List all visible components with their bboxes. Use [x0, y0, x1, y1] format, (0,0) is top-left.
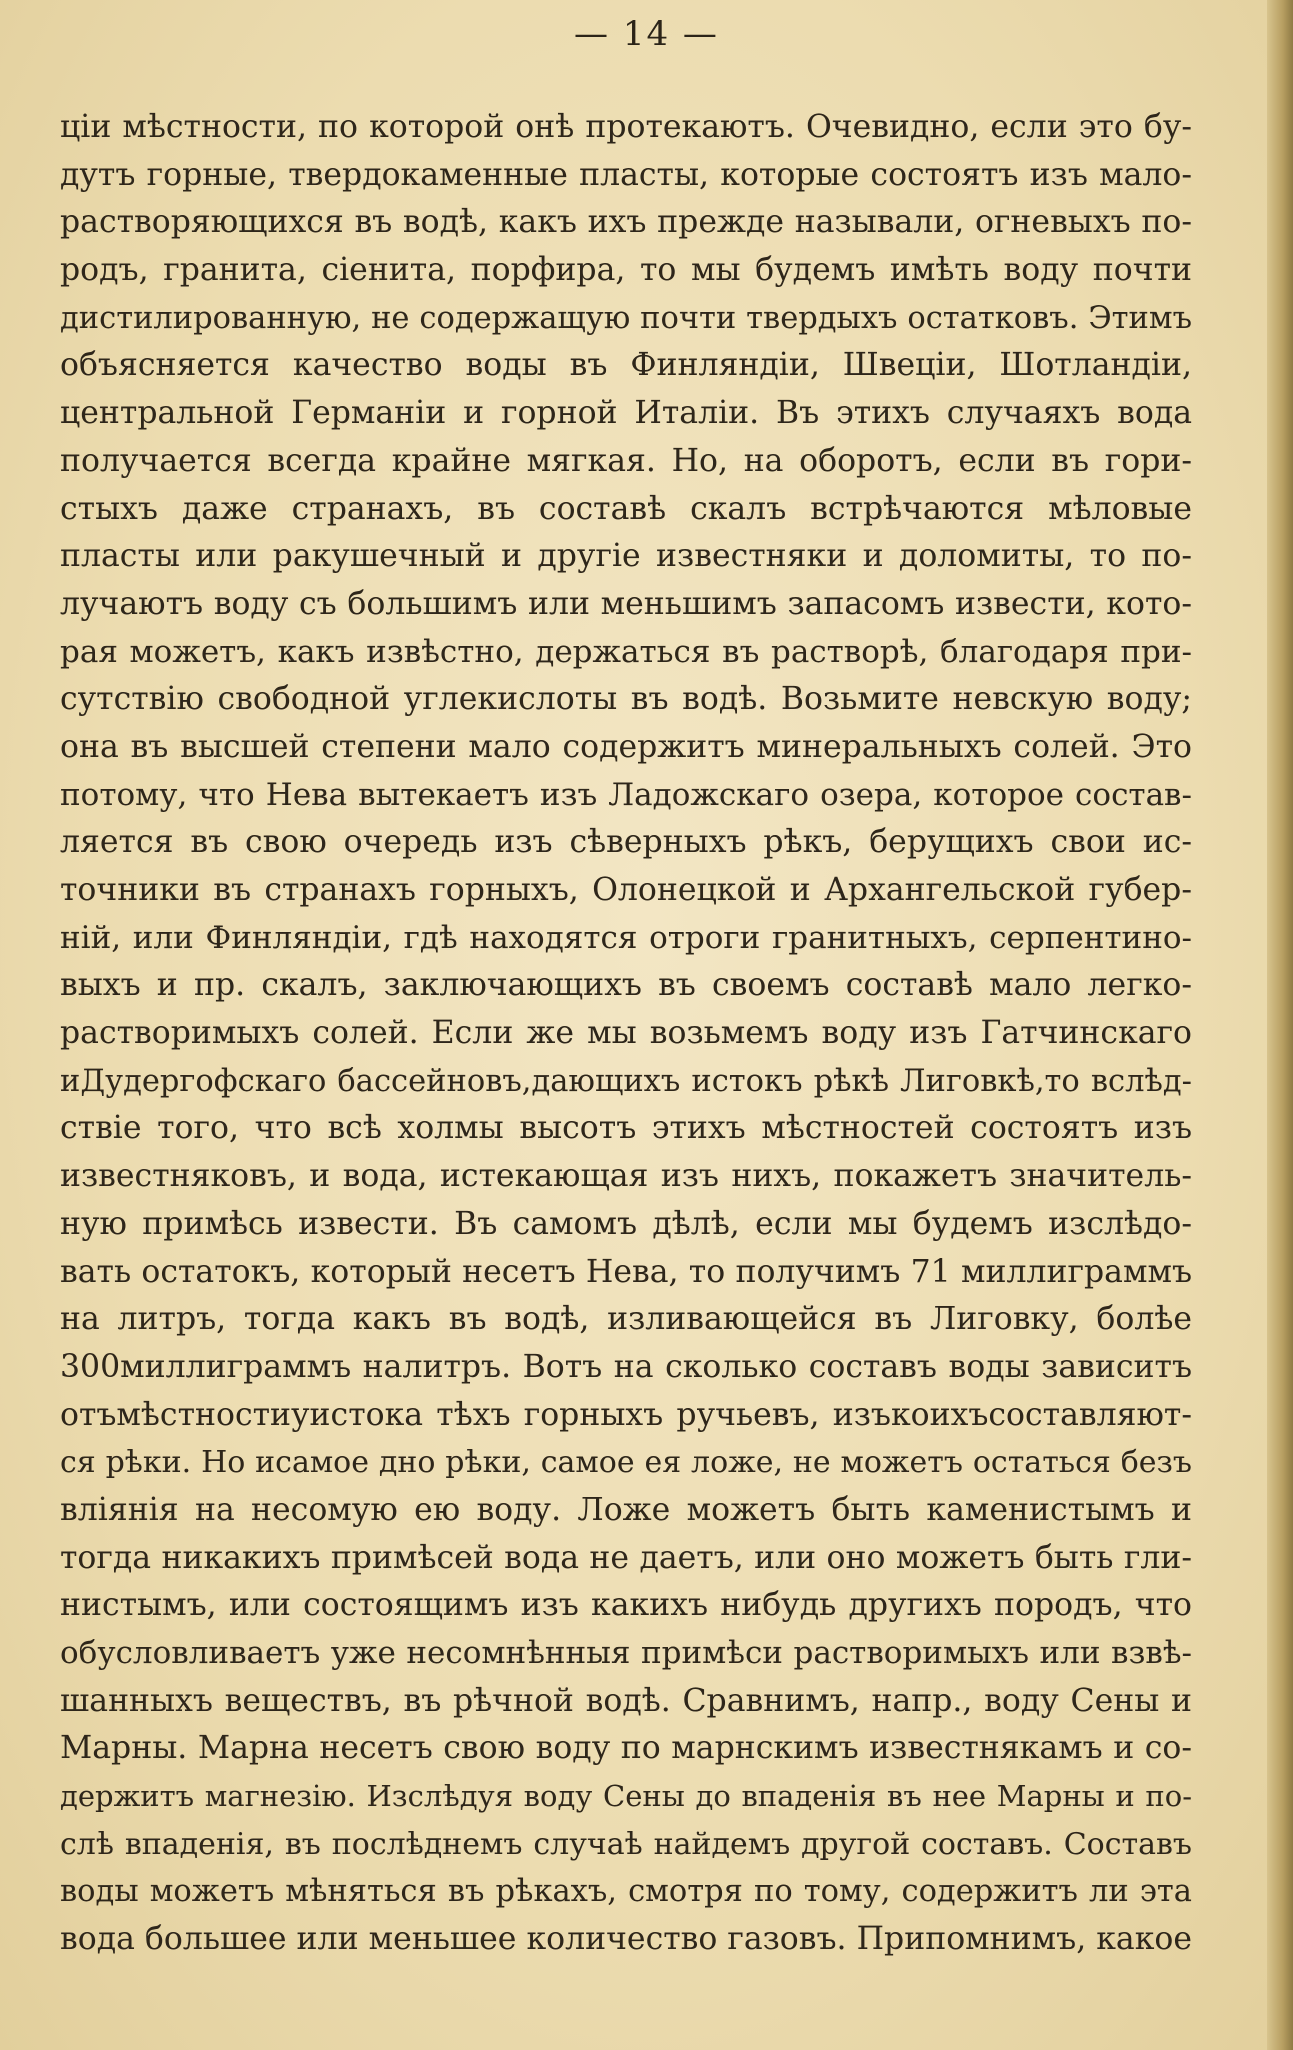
- text-line: известняковъ, и вода, истекающая изъ нихъ, покажетъ значитель-: [60, 1158, 1192, 1195]
- text-line: точники въ странахъ горныхъ, Олонецкой и Архангельской губер-: [60, 872, 1192, 908]
- text-line: на литръ, тогда какъ въ водѣ, изливающейся въ Лиговку, болѣе: [60, 1301, 1192, 1338]
- text-line: вода большее или меньшее количество газовъ. Припомнимъ, какое: [60, 1921, 1192, 1958]
- text-line: шанныхъ веществъ, въ рѣчной водѣ. Сравнимъ, напр., воду Сены и: [60, 1682, 1192, 1719]
- text-line: получается всегда крайне мягкая. Но, на оборотъ, если въ гори-: [60, 442, 1192, 479]
- text-line: вліянія на несомую ею воду. Ложе можетъ быть каменистымъ и: [60, 1491, 1192, 1528]
- text-line: 300миллиграммъ налитръ. Вотъ на сколько составъ воды зависитъ: [60, 1348, 1192, 1385]
- text-line: центральной Германіи и горной Италіи. Въ этихъ случаяхъ вода: [60, 395, 1192, 432]
- text-line: ся рѣки. Но исамое дно рѣки, самое ея ложе, не можетъ остаться безъ: [60, 1445, 1192, 1481]
- text-line: Марны. Марна несетъ свою воду по марнскимъ известнякамъ и со-: [60, 1730, 1192, 1767]
- text-line: ній, или Финляндіи, гдѣ находятся отроги гранитныхъ, серпентино-: [60, 919, 1192, 956]
- text-line: рая можетъ, какъ извѣстно, держаться въ растворѣ, благодаря при-: [60, 633, 1192, 670]
- text-line: родъ, гранита, сіенита, порфира, то мы будемъ имѣть воду почти: [60, 252, 1192, 289]
- text-line: обусловливаетъ уже несомнѣнныя примѣси растворимыхъ или взвѣ-: [60, 1635, 1192, 1671]
- text-line: вать остатокъ, который несетъ Нева, то получимъ 71 миллиграммъ: [60, 1253, 1192, 1290]
- text-line: ляется въ свою очередь изъ сѣверныхъ рѣкъ, берущихъ свои ис-: [60, 824, 1192, 861]
- text-line: лучаютъ воду съ большимъ или меньшимъ запасомъ извести, кото-: [60, 585, 1192, 622]
- text-line: потому, что Нева вытекаетъ изъ Ладожскаго озера, которое состав-: [60, 776, 1192, 813]
- text-line: ціи мѣстности, по которой онѣ протекаютъ. Очевидно, если это бу-: [60, 109, 1192, 145]
- text-line: пласты или ракушечный и другіе известняки и доломиты, то по-: [60, 538, 1192, 575]
- text-line: слѣ впаденія, въ послѣднемъ случаѣ найдемъ другой составъ. Составъ: [60, 1826, 1192, 1862]
- text-line: тогда никакихъ примѣсей вода не даетъ, или оно можетъ быть гли-: [60, 1539, 1192, 1576]
- text-line: сутствію свободной углекислоты въ водѣ. Возьмите невскую воду;: [60, 681, 1192, 718]
- text-line: нистымъ, или состоящимъ изъ какихъ нибудь другихъ породъ, что: [60, 1587, 1192, 1624]
- text-line: выхъ и пр. скалъ, заключающихъ въ своемъ составѣ мало легко-: [60, 967, 1192, 1004]
- text-line: растворимыхъ солей. Если же мы возьмемъ воду изъ Гатчинскаго: [60, 1015, 1192, 1052]
- body-text: [60, 104, 1192, 1964]
- page-gutter-shadow: [1267, 0, 1293, 2050]
- text-line: дутъ горные, твердокаменные пласты, которые состоятъ изъ мало-: [60, 156, 1192, 193]
- text-line: держитъ магнезію. Изслѣдуя воду Сены до впаденія въ нее Марны и по-: [60, 1779, 1192, 1814]
- text-line: отъмѣстностиуистока тѣхъ горныхъ ручьевъ, изъкоихъсоставляют-: [60, 1396, 1192, 1433]
- page-number: — 14 —: [574, 14, 719, 54]
- text-line: ствіе того, что всѣ холмы высотъ этихъ мѣстностей состоятъ изъ: [60, 1110, 1192, 1147]
- text-line: стыхъ даже странахъ, въ составѣ скалъ встрѣчаются мѣловые: [60, 490, 1192, 527]
- text-line: она въ высшей степени мало содержитъ минеральныхъ солей. Это: [60, 728, 1192, 765]
- text-line: растворяющихся въ водѣ, какъ ихъ прежде называли, огневыхъ по-: [60, 204, 1192, 241]
- text-line: объясняется качество воды въ Финляндіи, Швеціи, Шотландіи,: [60, 347, 1192, 384]
- text-line: ную примѣсь извести. Въ самомъ дѣлѣ, если мы будемъ изслѣдо-: [60, 1205, 1192, 1242]
- text-line: воды можетъ мѣняться въ рѣкахъ, смотря по тому, содержитъ ли эта: [60, 1874, 1192, 1910]
- text-line: дистилированную, не содержащую почти твердыхъ остатковъ. Этимъ: [60, 300, 1192, 336]
- text-line: иДудергофскаго бассейновъ,дающихъ истокъ рѣкѣ Лиговкѣ,то вслѣд-: [60, 1063, 1192, 1099]
